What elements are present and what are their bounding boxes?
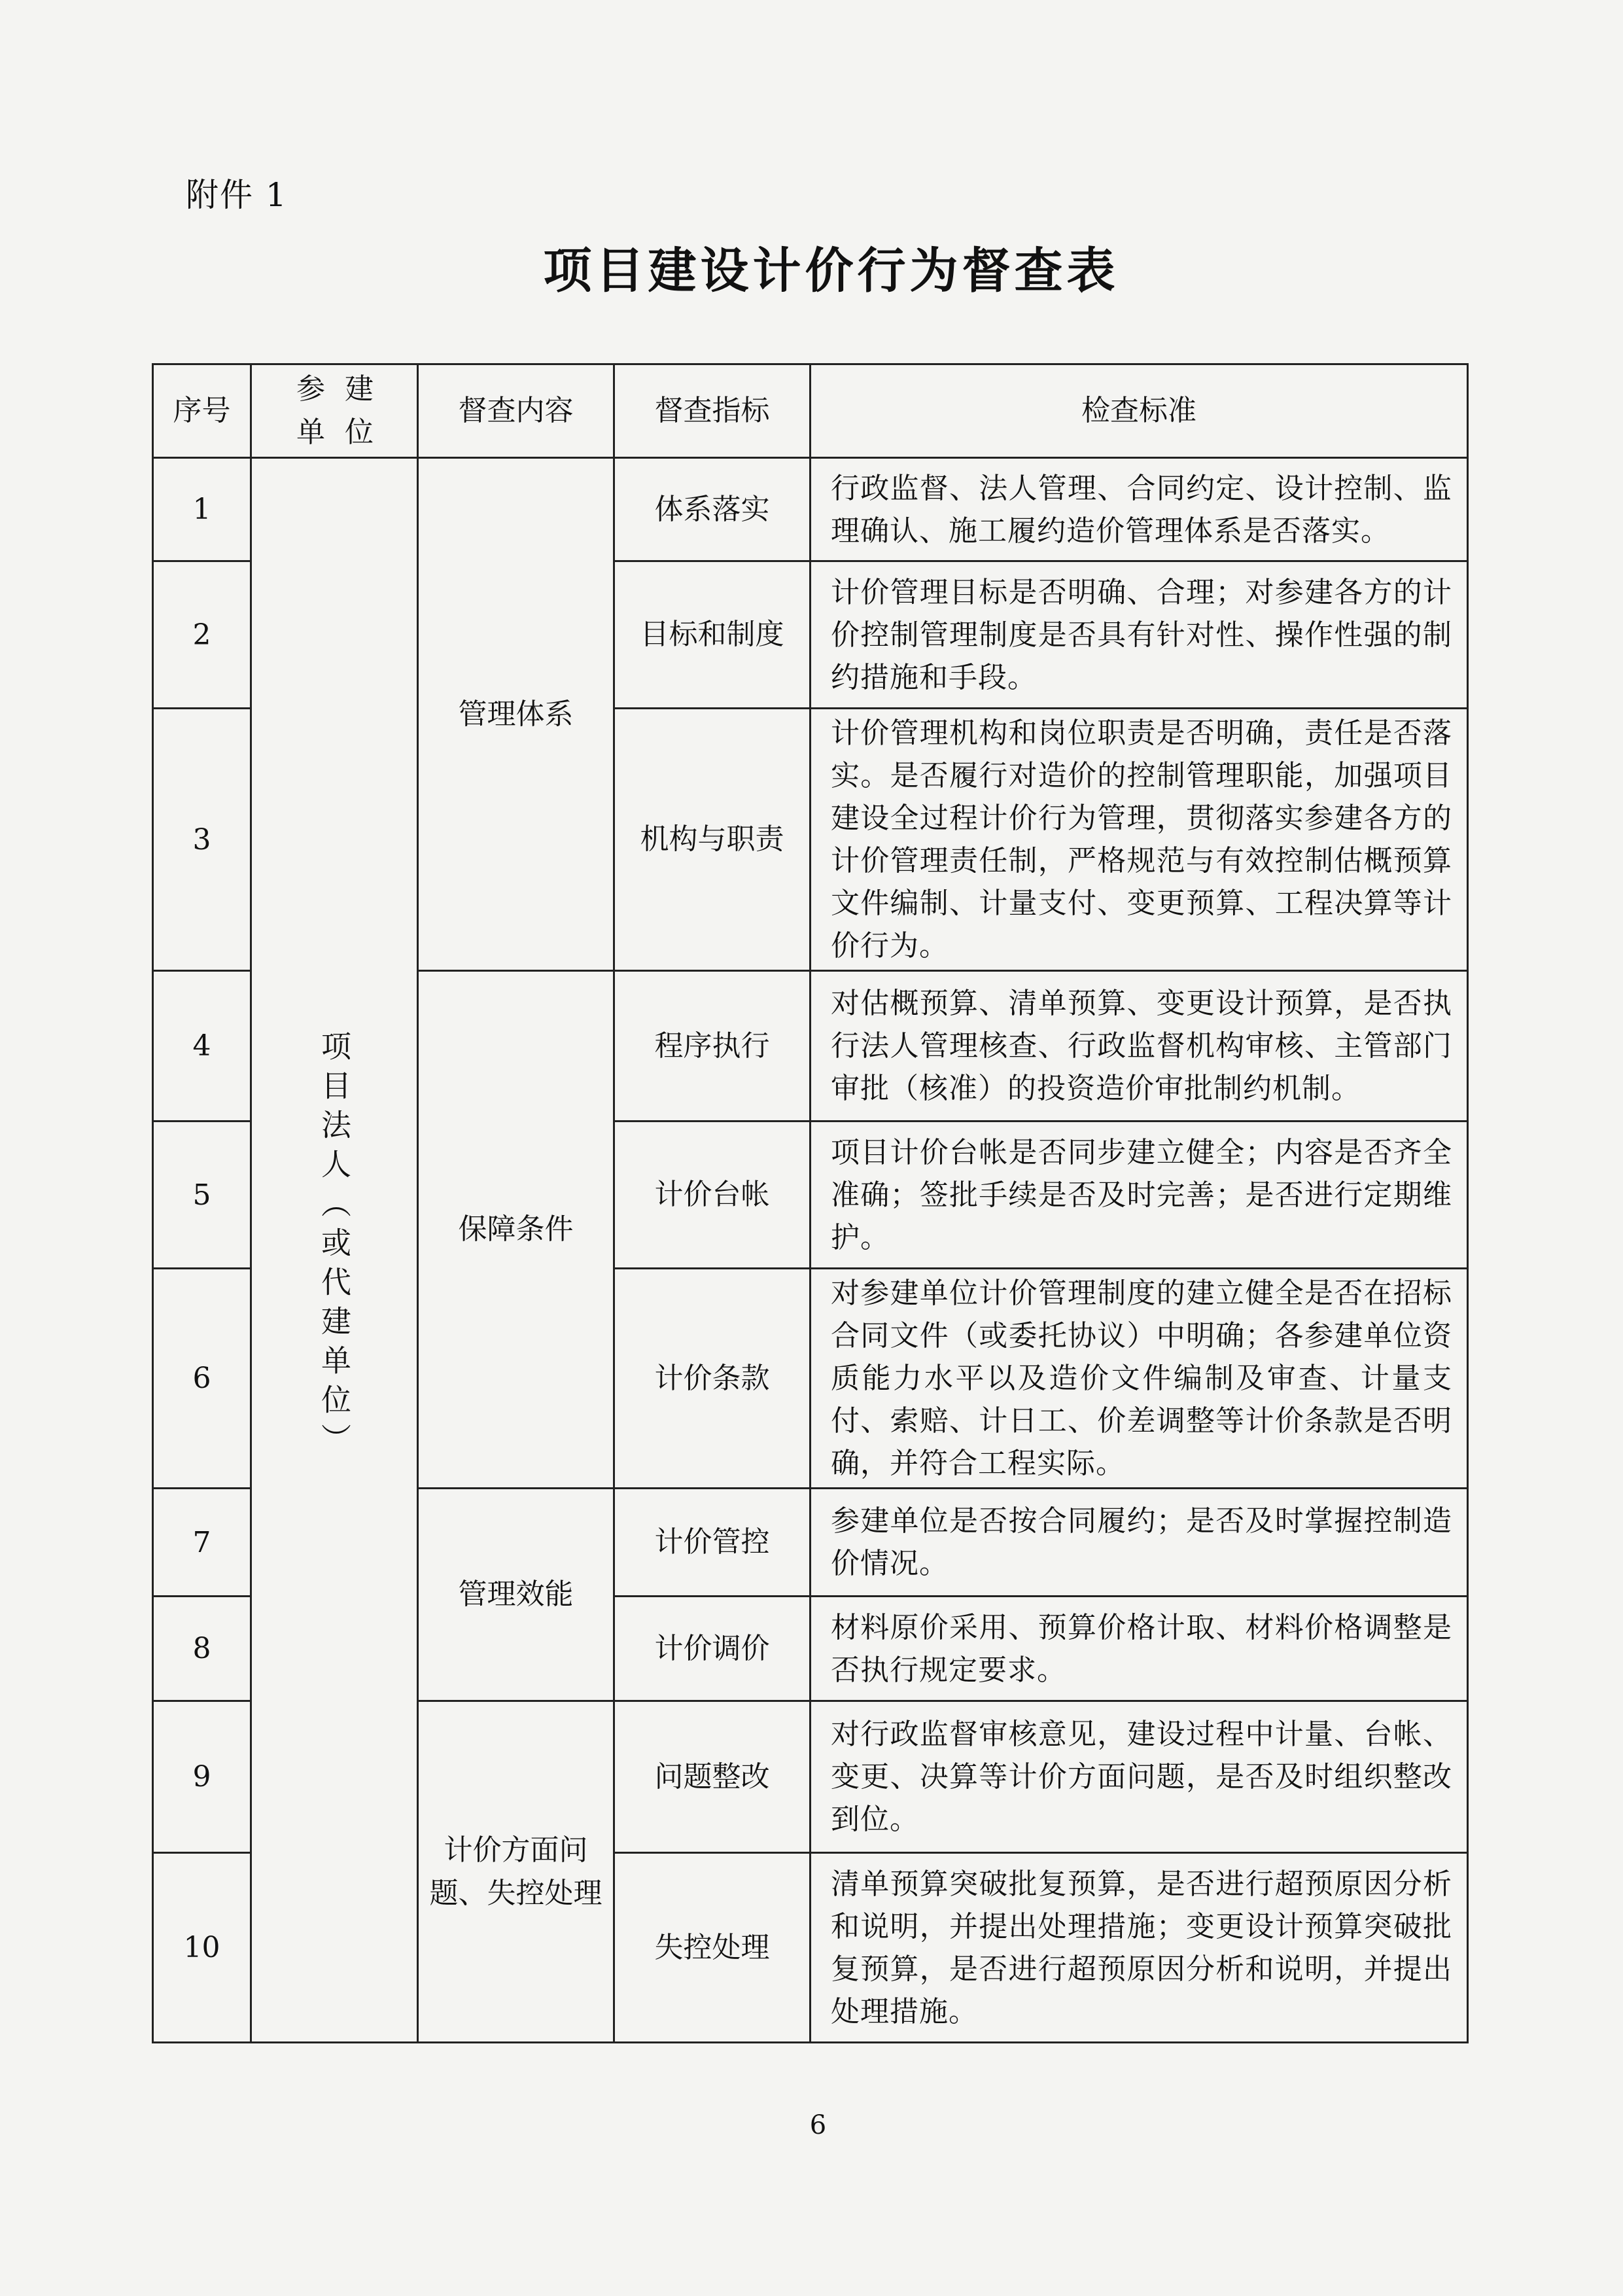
header-seq: 序号 [153, 364, 251, 458]
attachment-label: 附件 1 [186, 176, 288, 214]
row-standard: 行政监督、法人管理、合同约定、设计控制、监理确认、施工履约造价管理体系是否落实。 [811, 458, 1468, 561]
row-seq: 8 [153, 1597, 251, 1701]
header-indicator: 督查指标 [614, 364, 811, 458]
row-standard: 计价管理机构和岗位职责是否明确，责任是否落实。是否履行对造价的控制管理职能，加强项目建设全过程计价行为管理，贯彻落实参建各方的计价管理责任制，严格规范与有效控制估概预算文件编制、计量支付、变更预算、工程决算等计价行为。 [811, 709, 1468, 971]
content-management-efficiency: 管理效能 [418, 1489, 614, 1701]
row-indicator: 程序执行 [614, 971, 811, 1122]
content-guarantee-conditions: 保障条件 [418, 971, 614, 1489]
row-standard: 对参建单位计价管理制度的建立健全是否在招标合同文件（或委托协议）中明确；各参建单位资质能力水平以及造价文件编制及审查、计量支付、索赔、计日工、价差调整等计价条款是否明确，并符合工程实际。 [811, 1269, 1468, 1489]
row-standard: 材料原价采用、预算价格计取、材料价格调整是否执行规定要求。 [811, 1597, 1468, 1701]
row-indicator: 计价台帐 [614, 1122, 811, 1269]
row-seq: 6 [153, 1269, 251, 1489]
row-seq: 9 [153, 1701, 251, 1853]
header-content: 督查内容 [418, 364, 614, 458]
row-seq: 3 [153, 709, 251, 971]
row-standard: 参建单位是否按合同履约；是否及时掌握控制造价情况。 [811, 1489, 1468, 1597]
content-pricing-issues: 计价方面问题、失控处理 [418, 1701, 614, 2043]
row-standard: 清单预算突破批复预算，是否进行超预原因分析和说明，并提出处理措施；变更设计预算突破批复预算，是否进行超预原因分析和说明，并提出处理措施。 [811, 1853, 1468, 2043]
header-unit: 参建单位 [251, 364, 418, 458]
row-indicator: 机构与职责 [614, 709, 811, 971]
content-management-system: 管理体系 [418, 458, 614, 971]
unit-value: 项目法人（或代建单位） [317, 1031, 352, 1462]
page-title: 项目建设计价行为督查表 [543, 243, 1119, 299]
table-row [153, 458, 1468, 561]
row-seq: 4 [153, 971, 251, 1122]
row-seq: 2 [153, 561, 251, 709]
row-indicator: 目标和制度 [614, 561, 811, 709]
row-standard: 对行政监督审核意见，建设过程中计量、台帐、变更、决算等计价方面问题，是否及时组织整改到位。 [811, 1701, 1468, 1853]
row-seq: 7 [153, 1489, 251, 1597]
table-header-row [153, 364, 1468, 458]
row-seq: 1 [153, 458, 251, 561]
row-indicator: 计价管控 [614, 1489, 811, 1597]
row-indicator: 计价调价 [614, 1597, 811, 1701]
row-indicator: 计价条款 [614, 1269, 811, 1489]
row-indicator: 问题整改 [614, 1701, 811, 1853]
row-standard: 计价管理目标是否明确、合理；对参建各方的计价控制管理制度是否具有针对性、操作性强的制约措施和手段。 [811, 561, 1468, 709]
unit-cell [251, 458, 418, 2043]
row-indicator: 失控处理 [614, 1853, 811, 2043]
row-standard: 对估概预算、清单预算、变更设计预算，是否执行法人管理核查、行政监督机构审核、主管部门审批（核准）的投资造价审批制约机制。 [811, 971, 1468, 1122]
inspection-table [152, 363, 1469, 2043]
row-standard: 项目计价台帐是否同步建立健全；内容是否齐全准确；签批手续是否及时完善；是否进行定期维护。 [811, 1122, 1468, 1269]
row-seq: 5 [153, 1122, 251, 1269]
page-number: 6 [809, 2110, 827, 2140]
row-indicator: 体系落实 [614, 458, 811, 561]
header-standard: 检查标准 [811, 364, 1468, 458]
row-seq: 10 [153, 1853, 251, 2043]
